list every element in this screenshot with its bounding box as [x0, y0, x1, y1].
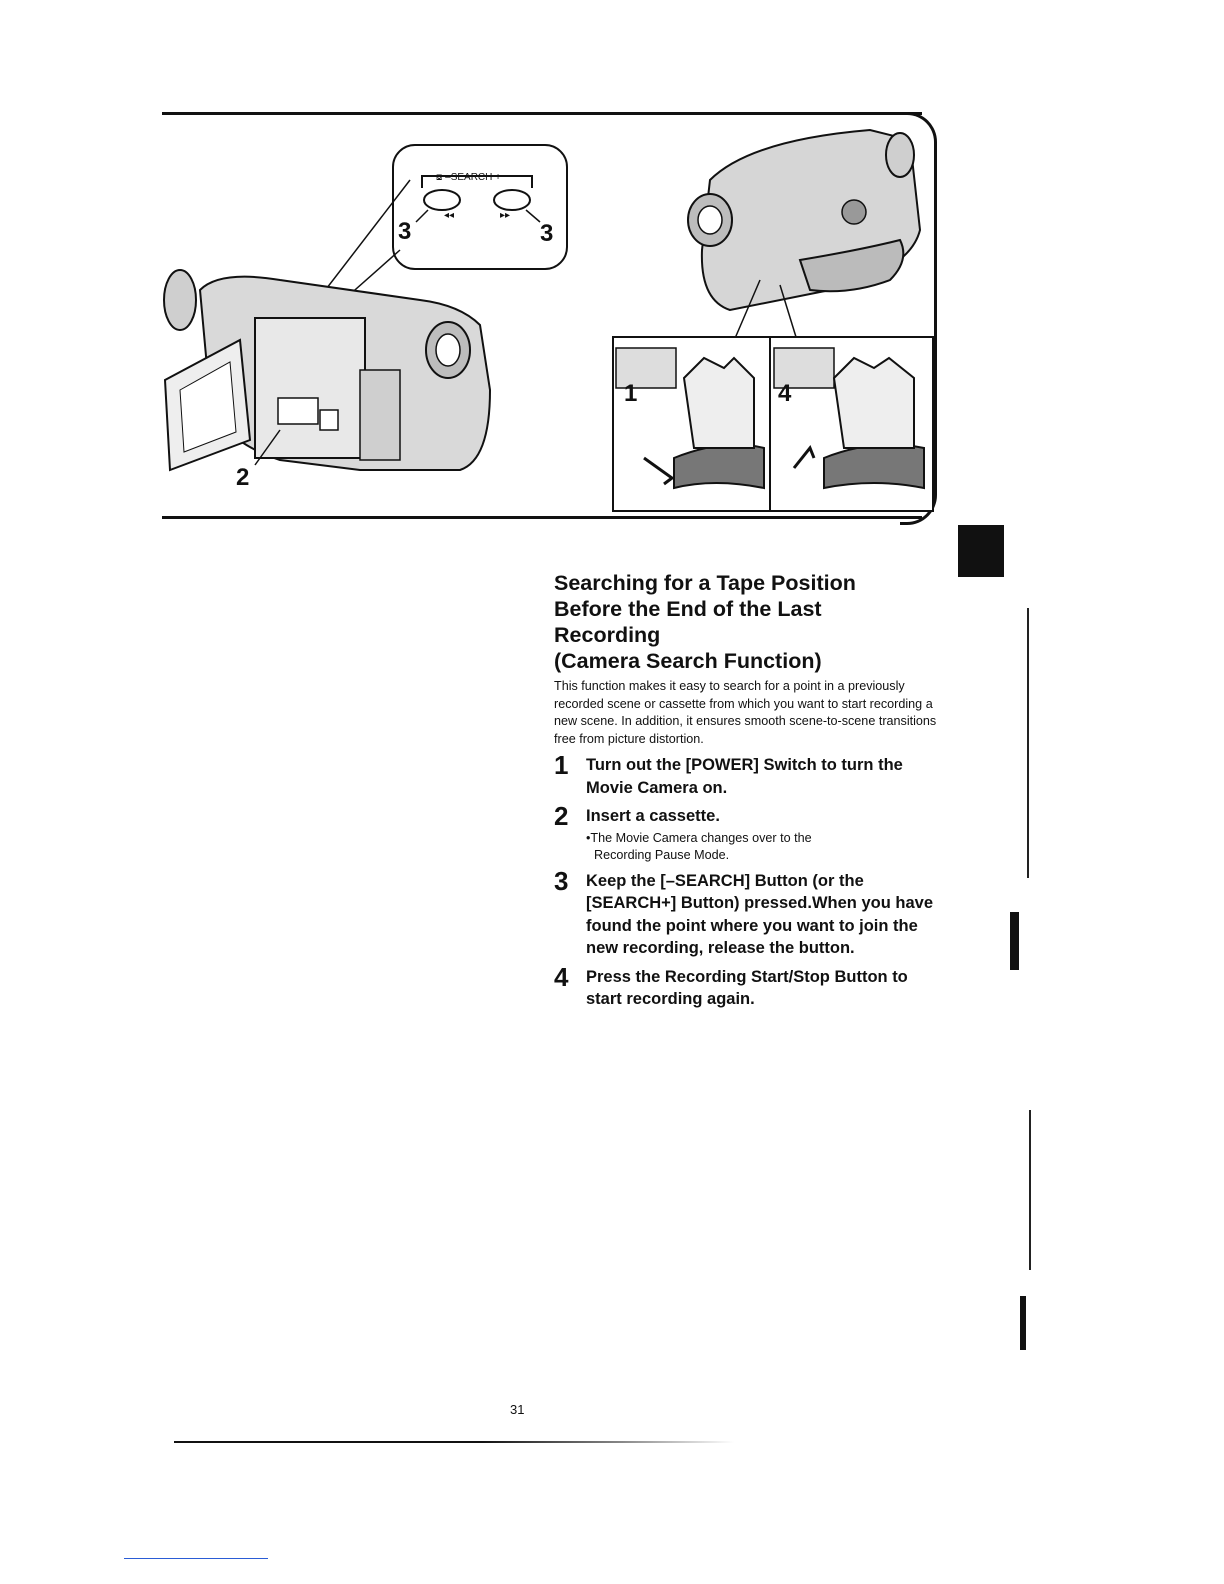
- step-note: [586, 830, 944, 864]
- callout-hand-4: 4: [778, 380, 792, 407]
- step-number: 4: [554, 961, 569, 992]
- bottom-rule: [162, 516, 922, 519]
- step-text: Press the Recording Start/Stop Button to start recording again.: [586, 967, 908, 1008]
- callout-hand-1: 1: [624, 380, 638, 407]
- step-item: [554, 750, 944, 799]
- link-underline: [124, 1558, 268, 1559]
- hand-strap-inset: [612, 336, 934, 512]
- footer-rule: [174, 1441, 734, 1443]
- section-title: [554, 570, 944, 674]
- step-text: Keep the [–SEARCH] Button (or the [SEARCH+] Button) pressed.When you have found the point where you want to join the new recording, release the button.: [586, 871, 933, 957]
- margin-line: [1029, 1110, 1031, 1270]
- title-line: Before the End of the Last: [554, 597, 822, 621]
- search-button-label: ⧇ –SEARCH +: [436, 172, 501, 183]
- top-rule: [162, 112, 922, 115]
- title-line: Recording: [554, 623, 661, 647]
- rewind-icon: ◂◂: [444, 210, 455, 221]
- camera-search-section: [554, 570, 944, 1011]
- step-number: 1: [554, 750, 569, 780]
- camcorder-illustration-left: [160, 140, 580, 500]
- step-item: [554, 865, 944, 960]
- note-line: •The Movie Camera changes over to the: [586, 830, 812, 845]
- callout-right-button: 3: [540, 220, 554, 247]
- callout-cassette: 2: [236, 464, 250, 491]
- step-text: Insert a cassette.: [586, 807, 720, 825]
- steps-list: [554, 750, 944, 1011]
- step-text: Turn out the [POWER] Switch to turn the Movie Camera on.: [586, 756, 903, 797]
- step-number: 2: [554, 801, 569, 831]
- margin-mark: [1020, 1296, 1026, 1350]
- section-tab-marker: [958, 525, 1004, 577]
- title-line: (Camera Search Function): [554, 649, 822, 673]
- step-number: 3: [554, 865, 569, 896]
- intro-paragraph: This function makes it easy to search for a point in a previously recorded scene or cassette from which you want to start recording a new scene. In addition, it ensures smooth scene-to-scene transitions free from picture distortion.: [554, 679, 937, 746]
- title-line: Searching for a Tape Position: [554, 571, 856, 595]
- step-item: [554, 801, 944, 864]
- note-line: Recording Pause Mode.: [594, 847, 730, 862]
- margin-mark: [1010, 912, 1019, 970]
- fast-forward-icon: ▸▸: [500, 210, 511, 221]
- callout-left-button: 3: [398, 218, 412, 245]
- page-number: 31: [510, 1402, 525, 1417]
- step-item: [554, 961, 944, 1011]
- margin-line: [1027, 608, 1029, 878]
